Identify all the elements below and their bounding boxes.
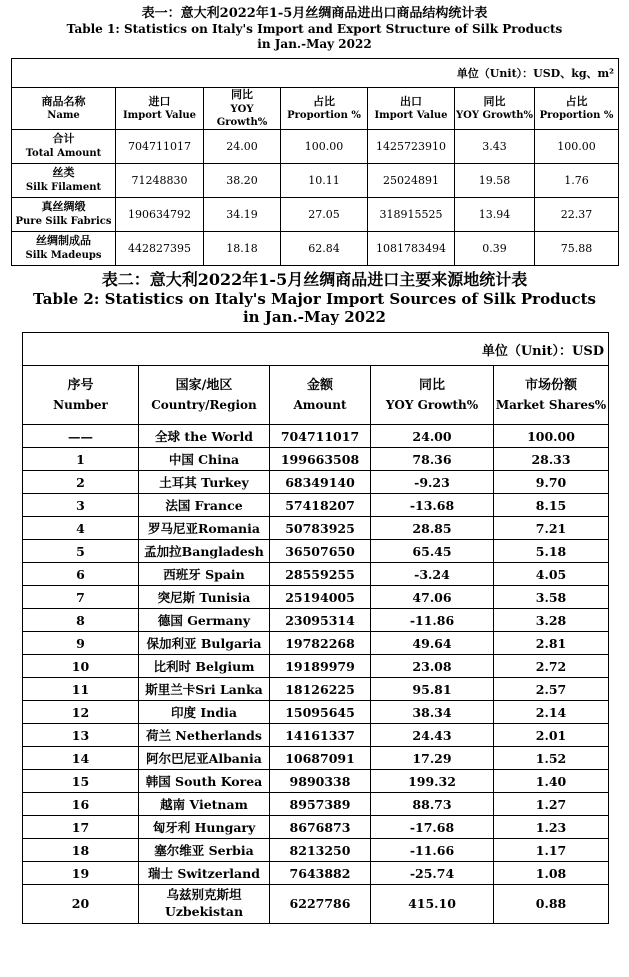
table-cell: 2.14 xyxy=(494,701,609,724)
table2-row xyxy=(23,494,609,517)
table2-title-en-line1: Table 2: Statistics on Italy's Major Import Sources of Silk Products xyxy=(33,289,596,308)
table2-header-cell xyxy=(371,366,494,425)
table-cell: 17 xyxy=(23,816,139,839)
table2-row xyxy=(23,655,609,678)
country-cell: 土耳其 Turkey xyxy=(139,471,270,494)
table-cell: 442827395 xyxy=(116,231,204,265)
table1-row xyxy=(12,231,619,265)
table2-row xyxy=(23,885,609,924)
table2-row xyxy=(23,678,609,701)
country-cell: 突尼斯 Tunisia xyxy=(139,586,270,609)
product-name-zh: 丝类 xyxy=(52,165,75,179)
country-cell: 罗马尼亚Romania xyxy=(139,517,270,540)
table1-header-zh: 进口 xyxy=(148,94,171,108)
table2-title xyxy=(0,270,629,328)
table-cell: -9.23 xyxy=(371,471,494,494)
country-cell: 法国 France xyxy=(139,494,270,517)
table-cell: 3 xyxy=(23,494,139,517)
table2-header-cell xyxy=(139,366,270,425)
table-cell: 1.27 xyxy=(494,793,609,816)
table-cell: 2.01 xyxy=(494,724,609,747)
table1-header-row xyxy=(12,88,619,129)
table-cell: 36507650 xyxy=(270,540,371,563)
product-name-cell xyxy=(12,197,116,231)
table-cell: 28.33 xyxy=(494,448,609,471)
table-cell: 10 xyxy=(23,655,139,678)
table-cell: 12 xyxy=(23,701,139,724)
table-cell: 7 xyxy=(23,586,139,609)
table2-header-zh: 同比 xyxy=(418,378,445,394)
table-cell: 18 xyxy=(23,839,139,862)
table-cell: 1.76 xyxy=(535,163,619,197)
table-cell: 34.19 xyxy=(204,197,281,231)
table1-header-zh: 商品名称 xyxy=(41,94,86,108)
table-cell: 62.84 xyxy=(281,231,368,265)
table2-row xyxy=(23,724,609,747)
table-cell: -3.24 xyxy=(371,563,494,586)
table-cell: 19189979 xyxy=(270,655,371,678)
table-cell: 15095645 xyxy=(270,701,371,724)
table-cell: 24.00 xyxy=(204,129,281,163)
table2-row xyxy=(23,517,609,540)
table-cell: 8.15 xyxy=(494,494,609,517)
table1-header-cell xyxy=(455,88,535,129)
table1-header-en: Name xyxy=(47,110,80,122)
table2-title-en-line2: in Jan.-May 2022 xyxy=(242,308,386,327)
table-cell: 2.81 xyxy=(494,632,609,655)
table1-row xyxy=(12,163,619,197)
country-cell: 阿尔巴尼亚Albania xyxy=(139,747,270,770)
table1-header-zh: 占比 xyxy=(565,94,588,108)
table1-unit-label: 单位（Unit）：USD、kg、m² xyxy=(12,59,619,88)
table1-header-en: Import Value xyxy=(122,110,197,122)
table1-header-zh: 出口 xyxy=(400,94,422,108)
table-cell: 1.40 xyxy=(494,770,609,793)
country-cell: 中国 China xyxy=(139,448,270,471)
table2-header-en: Country/Region xyxy=(151,397,257,412)
table-cell: 100.00 xyxy=(281,129,368,163)
country-cell: 荷兰 Netherlands xyxy=(139,724,270,747)
product-name-zh: 合计 xyxy=(52,131,75,145)
table2-unit-label: 单位（Unit）：USD xyxy=(23,333,609,366)
table-cell: 8213250 xyxy=(270,839,371,862)
table-cell: 7643882 xyxy=(270,862,371,885)
country-cell: 保加利亚 Bulgaria xyxy=(139,632,270,655)
table-cell: 8676873 xyxy=(270,816,371,839)
table-cell: 15 xyxy=(23,770,139,793)
table-cell: 199663508 xyxy=(270,448,371,471)
table-cell: -11.66 xyxy=(371,839,494,862)
table-cell: 3.28 xyxy=(494,609,609,632)
table-cell: 415.10 xyxy=(371,885,494,924)
country-cell: 孟加拉Bangladesh xyxy=(139,540,270,563)
table-cell: 1.23 xyxy=(494,816,609,839)
table1-header-zh: 同比 xyxy=(231,88,253,102)
table-cell: 3.58 xyxy=(494,586,609,609)
table-cell: 14 xyxy=(23,747,139,770)
table-cell: 27.05 xyxy=(281,197,368,231)
table-cell: 18.18 xyxy=(204,231,281,265)
country-cell: 德国 Germany xyxy=(139,609,270,632)
table-cell: 38.34 xyxy=(371,701,494,724)
table-cell: 6227786 xyxy=(270,885,371,924)
product-name-zh: 真丝绸缎 xyxy=(41,199,86,213)
table-cell: 28559255 xyxy=(270,563,371,586)
table-cell: 10.11 xyxy=(281,163,368,197)
table2-header-en: Market Shares% xyxy=(495,397,607,412)
table2-row xyxy=(23,563,609,586)
table-cell: 11 xyxy=(23,678,139,701)
table2-row xyxy=(23,632,609,655)
table2-row xyxy=(23,471,609,494)
table2-row xyxy=(23,701,609,724)
table-cell: 14161337 xyxy=(270,724,371,747)
table2-row xyxy=(23,448,609,471)
table-cell: 13.94 xyxy=(455,197,535,231)
country-cell: 塞尔维亚 Serbia xyxy=(139,839,270,862)
country-name-zh: 乌兹别克斯坦 xyxy=(166,887,242,903)
table2-header-row xyxy=(23,366,609,425)
product-name-en: Total Amount xyxy=(25,147,102,159)
table-cell: 8 xyxy=(23,609,139,632)
table2-row xyxy=(23,816,609,839)
table-cell: 704711017 xyxy=(270,425,371,448)
table1-row xyxy=(12,129,619,163)
table-cell: 704711017 xyxy=(116,129,204,163)
table-cell: 88.73 xyxy=(371,793,494,816)
table-cell: 10687091 xyxy=(270,747,371,770)
table-cell: 65.45 xyxy=(371,540,494,563)
product-name-cell xyxy=(12,163,116,197)
table-cell: 38.20 xyxy=(204,163,281,197)
table-cell: 24.43 xyxy=(371,724,494,747)
table-cell: 1081783494 xyxy=(368,231,455,265)
product-name-cell xyxy=(12,129,116,163)
table1-unit-row xyxy=(12,59,619,88)
table2-row xyxy=(23,839,609,862)
table-cell: 95.81 xyxy=(371,678,494,701)
table-cell: -11.86 xyxy=(371,609,494,632)
table-cell: 100.00 xyxy=(535,129,619,163)
table1-header-cell xyxy=(281,88,368,129)
table-cell: 49.64 xyxy=(371,632,494,655)
table2-header-cell xyxy=(494,366,609,425)
country-cell xyxy=(139,885,270,924)
table-cell: 13 xyxy=(23,724,139,747)
import-export-structure-table xyxy=(11,58,619,265)
table2-row xyxy=(23,862,609,885)
table-cell: 57418207 xyxy=(270,494,371,517)
table1-header-cell xyxy=(368,88,455,129)
table-cell: 1425723910 xyxy=(368,129,455,163)
table2-row xyxy=(23,747,609,770)
table-cell: 5 xyxy=(23,540,139,563)
table2-header-zh: 序号 xyxy=(67,378,94,394)
import-sources-table xyxy=(22,332,609,924)
table-cell: 24.00 xyxy=(371,425,494,448)
country-cell: 西班牙 Spain xyxy=(139,563,270,586)
table-cell: 2.72 xyxy=(494,655,609,678)
table1-row xyxy=(12,197,619,231)
table2-row xyxy=(23,770,609,793)
table1-header-cell xyxy=(12,88,116,129)
table-cell: 5.18 xyxy=(494,540,609,563)
table-cell: 6 xyxy=(23,563,139,586)
table-cell: 71248830 xyxy=(116,163,204,197)
table-cell: 318915525 xyxy=(368,197,455,231)
table2-row xyxy=(23,586,609,609)
table2-unit-row xyxy=(23,333,609,366)
table-cell: 22.37 xyxy=(535,197,619,231)
table2-header-zh: 国家/地区 xyxy=(175,378,233,394)
table-cell: 4 xyxy=(23,517,139,540)
table-cell: 9890338 xyxy=(270,770,371,793)
table2-row xyxy=(23,609,609,632)
table-cell: -17.68 xyxy=(371,816,494,839)
country-cell: 瑞士 Switzerland xyxy=(139,862,270,885)
country-cell: 印度 India xyxy=(139,701,270,724)
table-cell: 100.00 xyxy=(494,425,609,448)
table2-row xyxy=(23,425,609,448)
table2-title-zh: 表二：意大利2022年1-5月丝绸商品进口主要来源地统计表 xyxy=(101,269,528,289)
table-cell: 68349140 xyxy=(270,471,371,494)
table-cell: 25024891 xyxy=(368,163,455,197)
table1-header-zh: 同比 xyxy=(483,94,506,108)
country-cell: 斯里兰卡Sri Lanka xyxy=(139,678,270,701)
table-cell: 75.88 xyxy=(535,231,619,265)
table-cell: 1.52 xyxy=(494,747,609,770)
table1-header-en: YOY Growth% xyxy=(456,110,533,122)
table-cell: 25194005 xyxy=(270,586,371,609)
product-name-zh: 丝绸制成品 xyxy=(36,233,91,247)
table-cell: 19782268 xyxy=(270,632,371,655)
product-name-en: Silk Madeups xyxy=(25,249,102,261)
table2-header-cell xyxy=(23,366,139,425)
product-name-en: Pure Silk Fabrics xyxy=(15,215,112,227)
table2-header-en: Amount xyxy=(293,397,347,412)
country-cell: 比利时 Belgium xyxy=(139,655,270,678)
country-cell: 韩国 South Korea xyxy=(139,770,270,793)
table-cell: 9 xyxy=(23,632,139,655)
table1-header-cell xyxy=(116,88,204,129)
table2-row xyxy=(23,540,609,563)
table-cell: 78.36 xyxy=(371,448,494,471)
country-cell: 匈牙利 Hungary xyxy=(139,816,270,839)
table2-header-en: Number xyxy=(53,397,108,412)
table1-header-en: Import Value xyxy=(374,110,448,122)
table-cell: 1.08 xyxy=(494,862,609,885)
table-cell: 2.57 xyxy=(494,678,609,701)
table-cell: 190634792 xyxy=(116,197,204,231)
table-cell: 2 xyxy=(23,471,139,494)
table2-header-en: YOY Growth% xyxy=(385,397,479,412)
table-cell: —— xyxy=(23,425,139,448)
table1-title-en-line1: Table 1: Statistics on Italy's Import and Export Structure of Silk Products xyxy=(66,22,563,37)
table-cell: 4.05 xyxy=(494,563,609,586)
country-name-en: Uzbekistan xyxy=(164,904,244,920)
table-cell: 19 xyxy=(23,862,139,885)
table-cell: 9.70 xyxy=(494,471,609,494)
table-cell: 50783925 xyxy=(270,517,371,540)
table-cell: 20 xyxy=(23,885,139,924)
table1-header-cell xyxy=(535,88,619,129)
table1-header-en: YOY Growth% xyxy=(216,103,268,128)
table1-header-en: Proportion % xyxy=(287,110,361,122)
table1-header-cell xyxy=(204,88,281,129)
table-cell: 16 xyxy=(23,793,139,816)
table-cell: 17.29 xyxy=(371,747,494,770)
table-cell: 199.32 xyxy=(371,770,494,793)
table1-title xyxy=(0,0,629,52)
product-name-en: Silk Filament xyxy=(25,181,102,193)
table-cell: 28.85 xyxy=(371,517,494,540)
table-cell: 1.17 xyxy=(494,839,609,862)
table2-header-cell xyxy=(270,366,371,425)
table-cell: 19.58 xyxy=(455,163,535,197)
country-cell: 全球 the World xyxy=(139,425,270,448)
table-cell: 47.06 xyxy=(371,586,494,609)
table-cell: 0.88 xyxy=(494,885,609,924)
table1-header-zh: 占比 xyxy=(313,94,335,108)
table-cell: 1 xyxy=(23,448,139,471)
table2-row xyxy=(23,793,609,816)
table-cell: 23.08 xyxy=(371,655,494,678)
country-cell: 越南 Vietnam xyxy=(139,793,270,816)
table-cell: 7.21 xyxy=(494,517,609,540)
table1-title-zh: 表一：意大利2022年1-5月丝绸商品进出口商品结构统计表 xyxy=(141,6,488,21)
table-cell: 18126225 xyxy=(270,678,371,701)
table-cell: 23095314 xyxy=(270,609,371,632)
table-cell: 3.43 xyxy=(455,129,535,163)
table2-header-zh: 金额 xyxy=(306,378,333,394)
table-cell: 0.39 xyxy=(455,231,535,265)
table-cell: -25.74 xyxy=(371,862,494,885)
table-cell: 8957389 xyxy=(270,793,371,816)
table1-title-en-line2: in Jan.-May 2022 xyxy=(257,37,372,52)
table1-header-en: Proportion % xyxy=(539,110,614,122)
product-name-cell xyxy=(12,231,116,265)
table2-header-zh: 市场份额 xyxy=(525,378,578,394)
table-cell: -13.68 xyxy=(371,494,494,517)
